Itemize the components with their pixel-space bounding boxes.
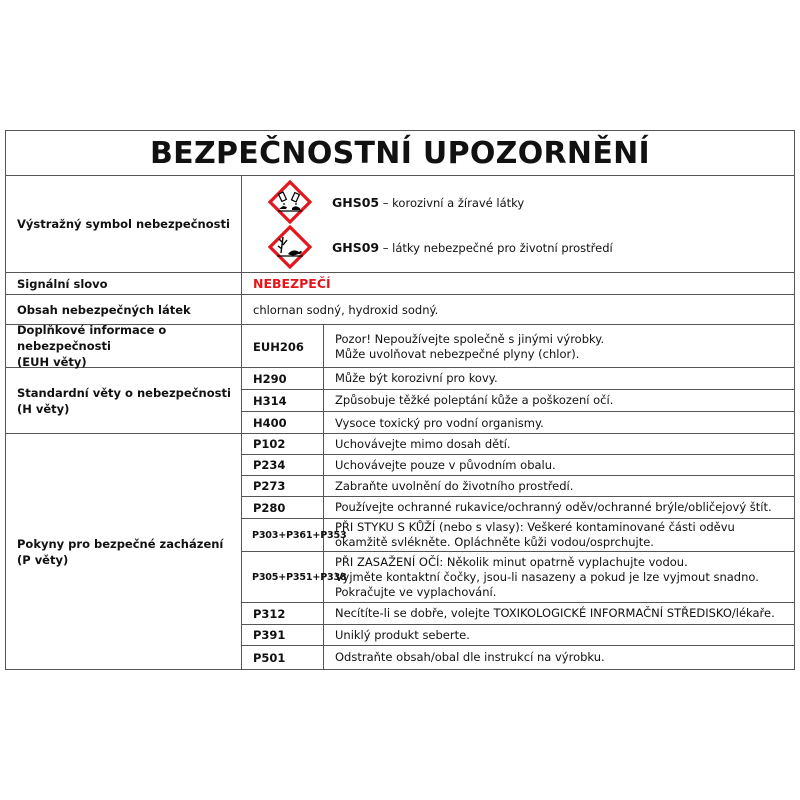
p-text-line: PŘI STYKU S KŮŽÍ (nebo s vlasy): Veškeré kontaminované části oděvu — [335, 520, 735, 534]
p-text: Používejte ochranné rukavice/ochranný oděv/ochranné brýle/obličejový štít. — [335, 500, 772, 514]
p-text: Uchovávejte pouze v původním obalu. — [335, 457, 556, 472]
p-statement — [242, 625, 794, 646]
p-text: Necítíte-li se dobře, volejte TOXIKOLOGICKÉ INFORMAČNÍ STŘEDISKO/lékaře. — [335, 606, 775, 620]
p-code: P280 — [242, 497, 324, 518]
p-code: P305+P351+P338 — [242, 552, 324, 602]
p-code: P273 — [242, 476, 324, 496]
p-text: Uchovávejte mimo dosah dětí. — [335, 436, 511, 451]
h-code: H314 — [242, 390, 324, 411]
euh-label — [6, 325, 242, 367]
signal-word-cell — [242, 273, 794, 294]
p-text: Zabraňte uvolnění do životního prostředí. — [335, 478, 574, 493]
h-text: Způsobuje těžké poleptání kůže a poškození očí. — [335, 393, 614, 407]
p-statements-label — [6, 434, 242, 669]
euh-text-line1: Pozor! Nepoužívejte společně s jinými výrobky. — [335, 331, 605, 346]
p-text-line: PŘI ZASAŽENÍ OČÍ: Několik minut opatrně vyplachujte vodou. — [335, 554, 688, 569]
h-code: H400 — [242, 412, 324, 434]
hazard-symbols-cell — [242, 176, 794, 272]
h-label-line1: Standardní věty o nebezpečnosti — [17, 385, 231, 400]
environment-pictogram-icon — [268, 225, 312, 269]
content-row — [6, 295, 794, 325]
p-text-line: Vyjměte kontaktní čočky, jsou-li nasazeny a pokud je lze vyjmout snadno. — [335, 569, 759, 584]
p-label-line1: Pokyny pro bezpečné zacházení — [17, 536, 224, 551]
p-text — [324, 519, 794, 551]
ghs05-line — [268, 180, 524, 224]
p-code: P391 — [242, 625, 324, 645]
ghs05-description — [332, 195, 524, 210]
p-text — [324, 552, 794, 602]
euh-label-line2: (EUH věty) — [17, 355, 87, 369]
content-label: Obsah nebezpečných látek — [6, 295, 242, 324]
h-label-line2: (H věty) — [17, 401, 70, 416]
content-value: chlornan sodný, hydroxid sodný. — [253, 302, 439, 317]
h-statement — [242, 368, 794, 390]
p-statement — [242, 603, 794, 625]
h-text: Vysoce toxický pro vodní organismy. — [335, 415, 544, 430]
euh-text — [324, 325, 794, 368]
p-statement — [242, 519, 794, 552]
p-code: P501 — [242, 646, 324, 669]
signal-word-value: NEBEZPEČÍ — [253, 276, 331, 291]
h-statements-row — [6, 368, 794, 434]
p-statement — [242, 646, 794, 669]
p-label-line2: (P věty) — [17, 552, 69, 567]
euh-label-line1: Doplňkové informace o nebezpečnosti — [17, 323, 167, 353]
euh-text-line2: Může uvolňovat nebezpečné plyny (chlor). — [335, 346, 580, 361]
hazard-symbols-label: Výstražný symbol nebezpečnosti — [6, 176, 242, 272]
ghs09-line — [268, 225, 613, 269]
ghs09-code: GHS09 — [332, 239, 380, 255]
p-statements-row — [6, 434, 794, 669]
euh-row — [6, 325, 794, 368]
ghs09-description — [332, 240, 613, 255]
corrosion-pictogram-icon — [268, 180, 312, 224]
ghs09-text: – látky nebezpečné pro životní prostředí — [379, 240, 613, 255]
h-code: H290 — [242, 368, 324, 389]
p-statement — [242, 434, 794, 455]
ghs05-text: – korozivní a žíravé látky — [379, 195, 525, 210]
p-code: P303+P361+P353 — [242, 519, 324, 551]
signal-word-label: Signální slovo — [6, 273, 242, 294]
page-title: BEZPEČNOSTNÍ UPOZORNĚNÍ — [6, 131, 794, 176]
p-text: Uniklý produkt seberte. — [335, 627, 470, 642]
p-statement — [242, 552, 794, 603]
p-text-line: okamžitě svlékněte. Opláchněte kůži vodou/osprchujte. — [335, 535, 654, 549]
euh-code: EUH206 — [242, 325, 324, 368]
p-statement — [242, 497, 794, 519]
p-text: Odstraňte obsah/obal dle instrukcí na výrobku. — [335, 650, 605, 664]
p-statement — [242, 455, 794, 476]
p-text-line: Pokračujte ve vyplachování. — [335, 584, 497, 599]
p-code: P102 — [242, 434, 324, 454]
h-statement — [242, 390, 794, 412]
p-code: P234 — [242, 455, 324, 475]
euh-statement — [242, 325, 794, 368]
hazard-symbols-row — [6, 176, 794, 273]
p-code: P312 — [242, 603, 324, 624]
ghs05-code: GHS05 — [332, 194, 380, 210]
p-statement — [242, 476, 794, 497]
safety-label-sheet — [5, 130, 795, 670]
signal-word-row — [6, 273, 794, 295]
h-text: Může být korozivní pro kovy. — [335, 371, 498, 385]
h-statement — [242, 412, 794, 434]
h-statements-label — [6, 368, 242, 433]
